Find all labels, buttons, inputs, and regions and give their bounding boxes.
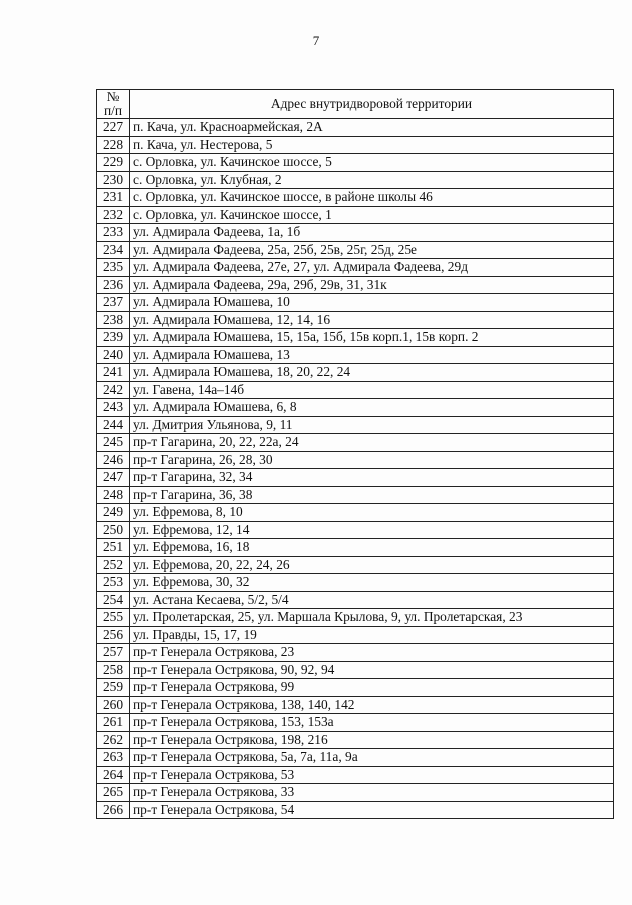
- row-number: 232: [97, 206, 130, 224]
- row-number: 238: [97, 311, 130, 329]
- row-address: пр-т Генерала Острякова, 53: [130, 766, 614, 784]
- table-row: [97, 539, 614, 557]
- row-number: 247: [97, 469, 130, 487]
- row-number: 237: [97, 294, 130, 312]
- table-row: [97, 434, 614, 452]
- row-address: с. Орловка, ул. Качинское шоссе, 1: [130, 206, 614, 224]
- row-number: 249: [97, 504, 130, 522]
- row-number: 251: [97, 539, 130, 557]
- row-number: 262: [97, 731, 130, 749]
- table-body: [97, 119, 614, 819]
- table-row: [97, 626, 614, 644]
- table-row: [97, 556, 614, 574]
- table-row: [97, 416, 614, 434]
- row-address: пр-т Генерала Острякова, 5а, 7а, 11а, 9а: [130, 749, 614, 767]
- table-row: [97, 136, 614, 154]
- table-row: [97, 241, 614, 259]
- row-address: пр-т Генерала Острякова, 23: [130, 644, 614, 662]
- row-address: пр-т Генерала Острякова, 33: [130, 784, 614, 802]
- table-row: [97, 224, 614, 242]
- row-number: 239: [97, 329, 130, 347]
- table-row: [97, 451, 614, 469]
- row-address: пр-т Гагарина, 20, 22, 22а, 24: [130, 434, 614, 452]
- row-address: пр-т Генерала Острякова, 198, 216: [130, 731, 614, 749]
- table-row: [97, 521, 614, 539]
- column-header-number-symbol: №: [106, 89, 120, 104]
- row-number: 264: [97, 766, 130, 784]
- row-number: 260: [97, 696, 130, 714]
- row-address: пр-т Гагарина, 36, 38: [130, 486, 614, 504]
- row-number: 245: [97, 434, 130, 452]
- row-address: пр-т Генерала Острякова, 90, 92, 94: [130, 661, 614, 679]
- address-table: [96, 89, 614, 819]
- row-address: ул. Адмирала Фадеева, 25а, 25б, 25в, 25г, 25д, 25е: [130, 241, 614, 259]
- row-number: 263: [97, 749, 130, 767]
- table-row: [97, 731, 614, 749]
- table-row: [97, 381, 614, 399]
- row-number: 243: [97, 399, 130, 417]
- row-number: 228: [97, 136, 130, 154]
- table-row: [97, 766, 614, 784]
- row-address: ул. Адмирала Фадеева, 29а, 29б, 29в, 31, 31к: [130, 276, 614, 294]
- row-address: ул. Ефремова, 16, 18: [130, 539, 614, 557]
- table-row: [97, 801, 614, 819]
- row-number: 234: [97, 241, 130, 259]
- row-address: п. Кача, ул. Нестерова, 5: [130, 136, 614, 154]
- table-row: [97, 679, 614, 697]
- row-number: 230: [97, 171, 130, 189]
- row-address: ул. Астана Кесаева, 5/2, 5/4: [130, 591, 614, 609]
- row-number: 240: [97, 346, 130, 364]
- table-row: [97, 749, 614, 767]
- table-row: [97, 399, 614, 417]
- table-row: [97, 346, 614, 364]
- row-number: 258: [97, 661, 130, 679]
- row-number: 256: [97, 626, 130, 644]
- row-address: ул. Ефремова, 8, 10: [130, 504, 614, 522]
- row-address: ул. Адмирала Юмашева, 10: [130, 294, 614, 312]
- row-address: ул. Гавена, 14а–14б: [130, 381, 614, 399]
- row-number: 241: [97, 364, 130, 382]
- row-number: 255: [97, 609, 130, 627]
- row-number: 250: [97, 521, 130, 539]
- row-number: 244: [97, 416, 130, 434]
- column-header-number: [97, 90, 130, 119]
- row-address: пр-т Генерала Острякова, 54: [130, 801, 614, 819]
- row-number: 246: [97, 451, 130, 469]
- row-number: 235: [97, 259, 130, 277]
- row-address: с. Орловка, ул. Качинское шоссе, 5: [130, 154, 614, 172]
- row-address: ул. Ефремова, 20, 22, 24, 26: [130, 556, 614, 574]
- table-row: [97, 609, 614, 627]
- row-number: 254: [97, 591, 130, 609]
- row-number: 253: [97, 574, 130, 592]
- row-number: 236: [97, 276, 130, 294]
- row-address: пр-т Генерала Острякова, 99: [130, 679, 614, 697]
- table-row: [97, 154, 614, 172]
- table-row: [97, 364, 614, 382]
- row-number: 257: [97, 644, 130, 662]
- row-number: 266: [97, 801, 130, 819]
- row-address: пр-т Генерала Острякова, 153, 153а: [130, 714, 614, 732]
- row-address: ул. Адмирала Фадеева, 1а, 1б: [130, 224, 614, 242]
- page-number: 7: [312, 33, 320, 48]
- row-number: 227: [97, 119, 130, 137]
- table-row: [97, 486, 614, 504]
- row-address: ул. Ефремова, 30, 32: [130, 574, 614, 592]
- table-row: [97, 574, 614, 592]
- row-number: 229: [97, 154, 130, 172]
- row-number: 231: [97, 189, 130, 207]
- table-row: [97, 784, 614, 802]
- row-number: 261: [97, 714, 130, 732]
- row-address: ул. Правды, 15, 17, 19: [130, 626, 614, 644]
- row-address: пр-т Генерала Острякова, 138, 140, 142: [130, 696, 614, 714]
- row-number: 248: [97, 486, 130, 504]
- row-address: с. Орловка, ул. Клубная, 2: [130, 171, 614, 189]
- row-address: п. Кача, ул. Красноармейская, 2А: [130, 119, 614, 137]
- row-address: ул. Адмирала Юмашева, 6, 8: [130, 399, 614, 417]
- row-address: с. Орловка, ул. Качинское шоссе, в районе школы 46: [130, 189, 614, 207]
- table-row: [97, 329, 614, 347]
- row-address: ул. Пролетарская, 25, ул. Маршала Крылова, 9, ул. Пролетарская, 23: [130, 609, 614, 627]
- table-row: [97, 696, 614, 714]
- row-address: пр-т Гагарина, 32, 34: [130, 469, 614, 487]
- row-address: ул. Адмирала Юмашева, 12, 14, 16: [130, 311, 614, 329]
- row-number: 265: [97, 784, 130, 802]
- table-row: [97, 294, 614, 312]
- row-address: ул. Адмирала Юмашева, 15, 15а, 15б, 15в корп.1, 15в корп. 2: [130, 329, 614, 347]
- row-address: пр-т Гагарина, 26, 28, 30: [130, 451, 614, 469]
- table-row: [97, 259, 614, 277]
- table-row: [97, 189, 614, 207]
- table-row: [97, 714, 614, 732]
- table-row: [97, 311, 614, 329]
- row-number: 252: [97, 556, 130, 574]
- table-row: [97, 591, 614, 609]
- table-row: [97, 469, 614, 487]
- column-header-address: Адрес внутридворовой территории: [130, 90, 614, 119]
- table-row: [97, 206, 614, 224]
- row-number: 233: [97, 224, 130, 242]
- row-number: 242: [97, 381, 130, 399]
- row-address: ул. Адмирала Юмашева, 13: [130, 346, 614, 364]
- table-row: [97, 119, 614, 137]
- row-number: 259: [97, 679, 130, 697]
- column-header-number-abbrev: п/п: [103, 103, 123, 118]
- row-address: ул. Адмирала Юмашева, 18, 20, 22, 24: [130, 364, 614, 382]
- table-header-row: [97, 90, 614, 119]
- table-row: [97, 644, 614, 662]
- row-address: ул. Ефремова, 12, 14: [130, 521, 614, 539]
- row-address: ул. Адмирала Фадеева, 27е, 27, ул. Адмирала Фадеева, 29д: [130, 259, 614, 277]
- table-row: [97, 171, 614, 189]
- table-row: [97, 276, 614, 294]
- table-row: [97, 504, 614, 522]
- table-row: [97, 661, 614, 679]
- row-address: ул. Дмитрия Ульянова, 9, 11: [130, 416, 614, 434]
